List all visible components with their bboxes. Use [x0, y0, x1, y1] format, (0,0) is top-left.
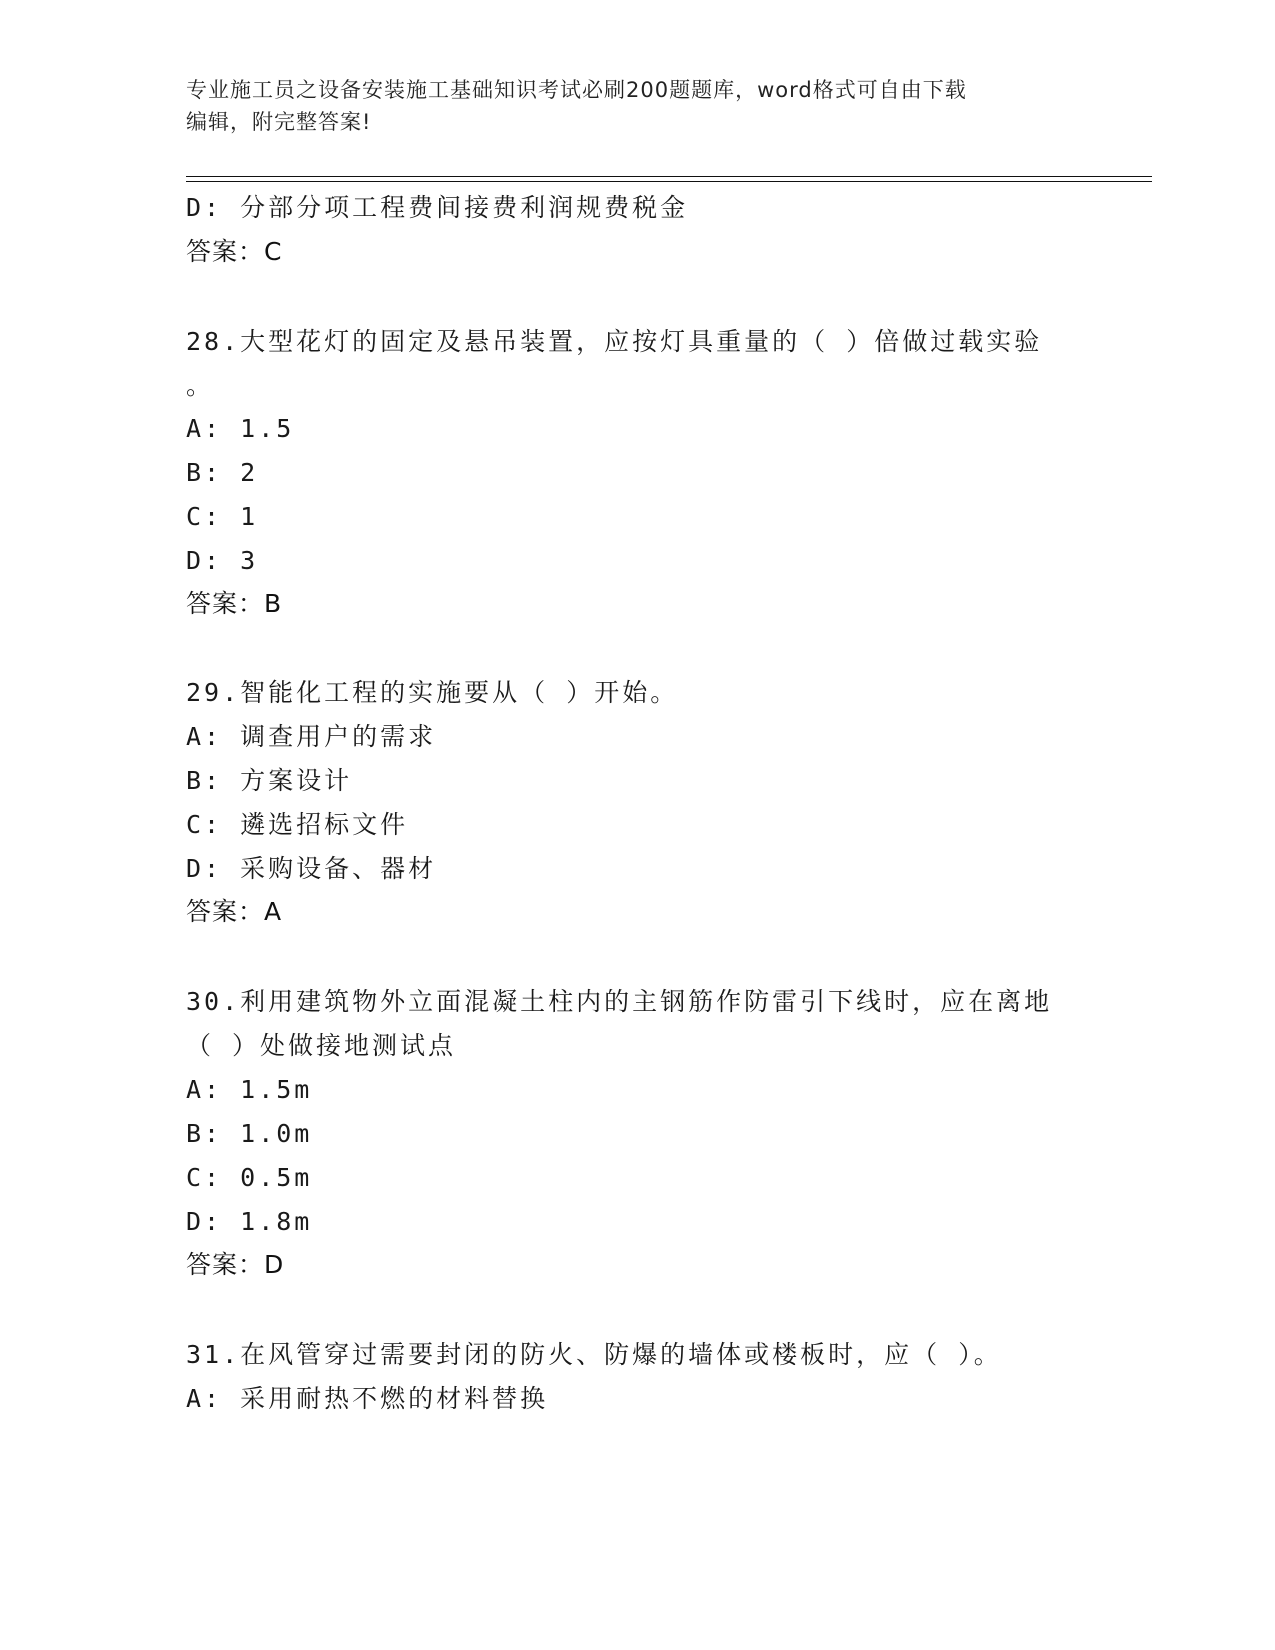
- q30-answer: 答案：D: [186, 1250, 285, 1279]
- header-divider-top: [186, 176, 1152, 177]
- header-line-2: 编辑，附完整答案!: [186, 110, 372, 134]
- q29-option-b: B: 方案设计: [186, 766, 353, 795]
- q28-option-d: D: 3: [186, 546, 259, 575]
- header-divider-bottom: [186, 181, 1152, 182]
- q28-option-a: A: 1.5: [186, 414, 295, 443]
- q27-option-d: D: 分部分项工程费间接费利润规费税金: [186, 193, 689, 222]
- q30-option-b: B: 1.0m: [186, 1119, 313, 1148]
- q31-stem: 31.在风管穿过需要封闭的防火、防爆的墙体或楼板时，应（ ）。: [186, 1340, 1002, 1369]
- q29-option-c: C: 遴选招标文件: [186, 810, 409, 839]
- q28-option-b: B: 2: [186, 458, 259, 487]
- q30-option-c: C: 0.5m: [186, 1163, 313, 1192]
- q30-option-a: A: 1.5m: [186, 1075, 313, 1104]
- q30-option-d: D: 1.8m: [186, 1207, 313, 1236]
- q29-answer: 答案：A: [186, 897, 283, 926]
- q28-stem-line-1: 28.大型花灯的固定及悬吊装置，应按灯具重量的（ ）倍做过载实验: [186, 327, 1043, 356]
- document-header: [186, 74, 1086, 138]
- q29-option-a: A: 调查用户的需求: [186, 722, 437, 751]
- q30-stem-line-2: （ ）处做接地测试点: [186, 1031, 457, 1060]
- header-line-1: 专业施工员之设备安装施工基础知识考试必刷200题题库，word格式可自由下载: [186, 78, 967, 102]
- q28-option-c: C: 1: [186, 502, 259, 531]
- q29-stem: 29.智能化工程的实施要从（ ）开始。: [186, 678, 679, 707]
- q28-stem-line-2: 。: [186, 371, 215, 400]
- q31-option-a: A: 采用耐热不燃的材料替换: [186, 1384, 549, 1413]
- q29-option-d: D: 采购设备、器材: [186, 854, 437, 883]
- q27-answer: 答案：C: [186, 237, 283, 266]
- q30-stem-line-1: 30.利用建筑物外立面混凝土柱内的主钢筋作防雷引下线时，应在离地: [186, 987, 1053, 1016]
- q28-answer: 答案：B: [186, 589, 283, 618]
